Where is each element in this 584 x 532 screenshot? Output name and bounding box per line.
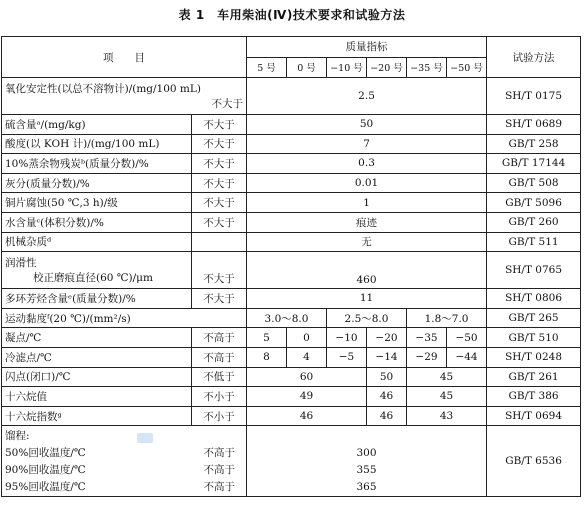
cfpp-limit: 不高于 [192, 347, 247, 367]
water-name: 水含量ᶜ(体积分数)/% [2, 212, 192, 232]
carbon-name: 10%蒸余物残炭ᵇ(质量分数)/% [2, 154, 192, 174]
flash-name: 闪点(闭口)/℃ [2, 367, 192, 387]
condensation-value-5: −35 [407, 328, 447, 348]
copper-value: 1 [247, 193, 487, 213]
flash-value-1: 60 [247, 367, 367, 387]
pah-value: 11 [247, 289, 487, 309]
table-title: 表 1 车用柴油(Ⅳ)技术要求和试验方法 [178, 8, 406, 22]
condensation-limit: 不高于 [192, 328, 247, 348]
oxidation-name: 氧化安定性(以总不溶物计)/(mg/100 mL) [5, 83, 201, 95]
row-impurity [2, 232, 581, 252]
distillation-name: 馏程: [5, 430, 30, 443]
lubricity-method: SH/T 0765 [487, 252, 581, 289]
grade-m20: −20 号 [367, 57, 407, 78]
row-cfpp [2, 347, 581, 367]
flash-method: GB/T 261 [487, 367, 581, 387]
distillation-label-95: 95%回收温度/℃ [5, 481, 86, 494]
row-condensation [2, 328, 581, 348]
cfpp-value-5: −29 [407, 347, 447, 367]
row-oxidation [2, 78, 581, 115]
distillation-line-2 [5, 462, 243, 479]
pah-limit: 不大于 [192, 289, 247, 309]
row-viscosity [2, 308, 581, 328]
condensation-value-6: −50 [447, 328, 487, 348]
distillation-values-cell [247, 426, 487, 497]
water-method: GB/T 260 [487, 212, 581, 232]
cetane-value-3: 45 [407, 387, 487, 407]
row-distillation [2, 426, 581, 497]
pah-method: SH/T 0806 [487, 289, 581, 309]
sulfur-limit: 不大于 [192, 115, 247, 135]
acidity-value: 7 [247, 134, 487, 154]
distillation-line-1 [5, 445, 243, 462]
header-quality: 质量指标 [247, 37, 487, 58]
grade-m50: −50 号 [447, 57, 487, 78]
viscosity-name: 运动黏度ᶠ(20 ℃)/(mm²/s) [2, 308, 247, 328]
ash-value: 0.01 [247, 173, 487, 193]
row-lubricity [2, 252, 581, 289]
oxidation-limit: 不大于 [211, 98, 243, 110]
grade-5: 5 号 [247, 57, 287, 78]
distillation-value-95: 365 [356, 481, 377, 494]
oxidation-value: 2.5 [247, 78, 487, 115]
row-flash [2, 367, 581, 387]
row-cetane-index [2, 406, 581, 426]
flash-value-2: 50 [367, 367, 407, 387]
cetane-value-1: 49 [247, 387, 367, 407]
row-carbon [2, 154, 581, 174]
oxidation-method: SH/T 0175 [487, 78, 581, 115]
carbon-limit: 不大于 [192, 154, 247, 174]
cetane-method: GB/T 386 [487, 387, 581, 407]
cfpp-value-2: 4 [287, 347, 327, 367]
distillation-limit-95: 不高于 [203, 481, 235, 494]
cfpp-name: 冷滤点/℃ [2, 347, 192, 367]
condensation-value-4: −20 [367, 328, 407, 348]
cetane-index-value-1: 46 [247, 406, 367, 426]
cetane-index-value-2: 46 [367, 406, 407, 426]
oxidation-cell [2, 78, 247, 115]
condensation-value-1: 5 [247, 328, 287, 348]
distillation-label-cell [2, 426, 247, 497]
ash-limit: 不大于 [192, 173, 247, 193]
header-item: 项 目 [2, 37, 247, 78]
impurity-limit [192, 232, 247, 252]
distillation-label-90: 90%回收温度/℃ [5, 464, 86, 477]
distillation-label-50: 50%回收温度/℃ [5, 447, 86, 460]
cfpp-method: SH/T 0248 [487, 347, 581, 367]
header-method: 试验方法 [487, 37, 581, 78]
condensation-value-2: 0 [287, 328, 327, 348]
grade-0: 0 号 [287, 57, 327, 78]
row-cetane [2, 387, 581, 407]
row-water [2, 212, 581, 232]
distillation-method: GB/T 6536 [487, 426, 581, 497]
copper-method: GB/T 5096 [487, 193, 581, 213]
water-limit: 不大于 [192, 212, 247, 232]
cfpp-value-1: 8 [247, 347, 287, 367]
viscosity-method: GB/T 265 [487, 308, 581, 328]
carbon-method: GB/T 17144 [487, 154, 581, 174]
grade-m35: −35 号 [407, 57, 447, 78]
cetane-value-2: 46 [367, 387, 407, 407]
row-copper [2, 193, 581, 213]
pah-name: 多环芳烃含量ᵉ(质量分数)/% [2, 289, 192, 309]
cetane-limit: 不小于 [192, 387, 247, 407]
condensation-name: 凝点/℃ [2, 328, 192, 348]
spec-table [1, 36, 581, 497]
flash-value-3: 45 [407, 367, 487, 387]
cetane-index-name: 十六烷指数ᵍ [2, 406, 192, 426]
ash-name: 灰分(质量分数)/% [2, 173, 192, 193]
water-value: 痕迹 [247, 212, 487, 232]
sulfur-method: SH/T 0689 [487, 115, 581, 135]
distillation-limit-50: 不高于 [203, 447, 235, 460]
ash-method: GB/T 508 [487, 173, 581, 193]
copper-name: 铜片腐蚀(50 ℃,3 h)/级 [2, 193, 192, 213]
flash-limit: 不低于 [192, 367, 247, 387]
cetane-name: 十六烷值 [2, 387, 192, 407]
lubricity-name-cell [2, 252, 192, 289]
acidity-method: GB/T 258 [487, 134, 581, 154]
acidity-limit: 不大于 [192, 134, 247, 154]
viscosity-value-1: 3.0～8.0 [247, 308, 327, 328]
cetane-index-method: SH/T 0694 [487, 406, 581, 426]
row-acidity [2, 134, 581, 154]
row-pah [2, 289, 581, 309]
impurity-name: 机械杂质ᵈ [2, 232, 192, 252]
carbon-value: 0.3 [247, 154, 487, 174]
sulfur-name: 硫含量ᵃ/(mg/kg) [2, 115, 192, 135]
viscosity-value-3: 1.8～7.0 [407, 308, 487, 328]
impurity-method: GB/T 511 [487, 232, 581, 252]
cetane-index-limit: 不小于 [192, 406, 247, 426]
acidity-name: 酸度(以 KOH 计)/(mg/100 mL) [2, 134, 192, 154]
lubricity-limit: 不大于 [192, 252, 247, 289]
watermark-mark [137, 433, 153, 443]
impurity-value: 无 [247, 232, 487, 252]
grade-m10: −10 号 [327, 57, 367, 78]
cfpp-value-6: −44 [447, 347, 487, 367]
row-ash [2, 173, 581, 193]
copper-limit: 不大于 [192, 193, 247, 213]
distillation-value-90: 355 [356, 464, 377, 477]
cfpp-value-3: −5 [327, 347, 367, 367]
header-row [2, 37, 581, 58]
distillation-value-50: 300 [356, 447, 377, 460]
row-sulfur [2, 115, 581, 135]
cfpp-value-4: −14 [367, 347, 407, 367]
lubricity-subname: 校正磨痕直径(60 ℃)/μm [33, 272, 153, 285]
viscosity-value-2: 2.5～8.0 [327, 308, 407, 328]
lubricity-value: 460 [247, 252, 487, 289]
condensation-value-3: −10 [327, 328, 367, 348]
lubricity-name: 润滑性 [5, 257, 37, 270]
distillation-limit-90: 不高于 [203, 464, 235, 477]
condensation-method: GB/T 510 [487, 328, 581, 348]
cetane-index-value-3: 43 [407, 406, 487, 426]
sulfur-value: 50 [247, 115, 487, 135]
distillation-line-3 [5, 479, 243, 496]
